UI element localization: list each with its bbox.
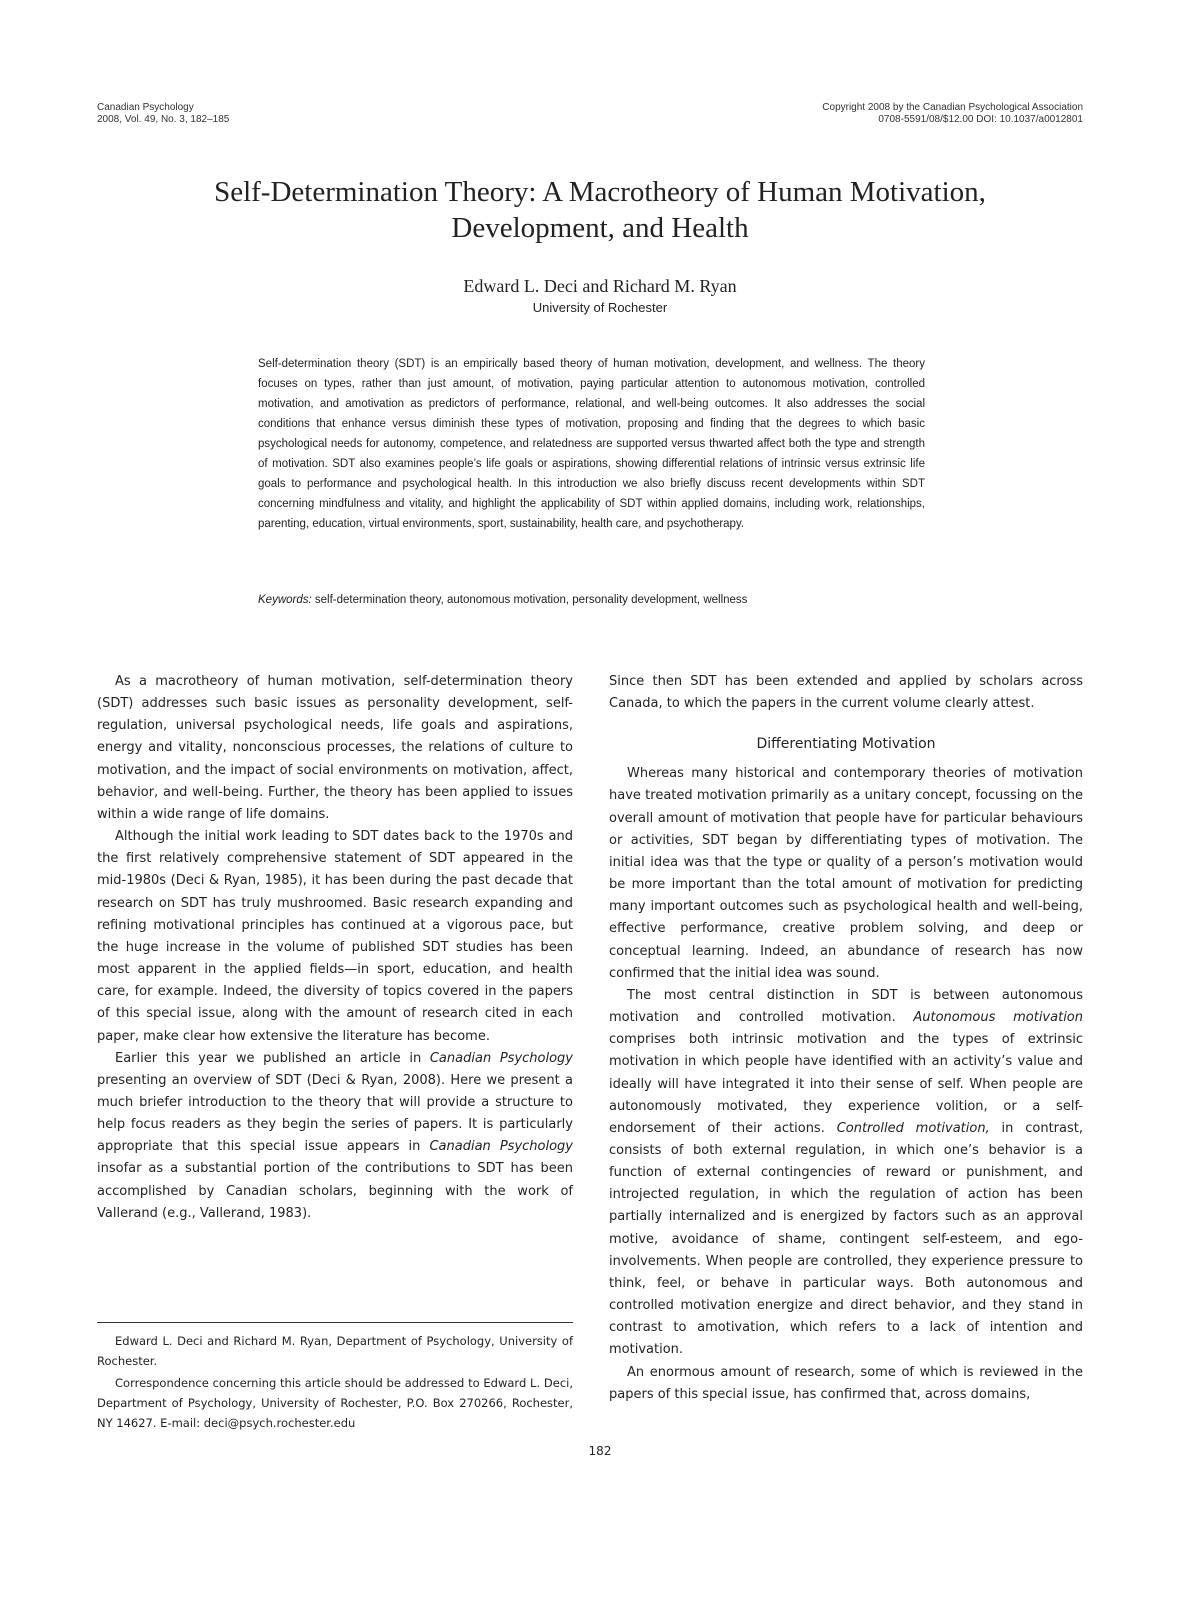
term-emphasis: Autonomous motivation — [913, 1010, 1083, 1026]
volume-info: 2008, Vol. 49, No. 3, 182–185 — [97, 114, 230, 125]
doi-line: 0708-5591/08/$12.00 DOI: 10.1037/a0012801 — [878, 114, 1083, 125]
term-emphasis: Controlled motivation, — [836, 1120, 990, 1136]
keywords-label: Keywords: — [258, 594, 312, 606]
paragraph: Since then SDT has been extended and applied by scholars across Canada, to which the papers in the current volume clearly attest. — [609, 674, 1083, 712]
keywords-text: self-determination theory, autonomous motivation, personality development, wellness — [311, 594, 748, 606]
paragraph — [609, 985, 1083, 1362]
text-run: The most central distinction in SDT is between autonomous motivation and controlled motivation. — [609, 987, 1083, 1026]
paragraph: Although the initial work leading to SDT dates back to the 1970s and the first relatively comprehensive statement of SDT appeared in the mid-1980s (Deci & Ryan, 1985), it has been during the past decade that research on SDT has truly mushroomed. Basic research expanding and refining motivational principles has continued at a vigorous pace, but the huge increase in the volume of published SDT studies has been most apparent in the applied fields—in sport, education, and health care, for example. Indeed, the diversity of topics covered in the papers of this special issue, along with the amount of research cited in each paper, make clear how extensive the literature has become. — [97, 829, 573, 1044]
paragraph — [97, 1048, 573, 1225]
journal-citation: Canadian Psychology — [429, 1050, 574, 1066]
copyright-header — [822, 102, 1083, 126]
text-run: presenting an overview of SDT (Deci & Ryan, 2008). Here we present a much briefer introduction to the theory that will provide a structure to help focus readers as they begin the series of papers. It is particularly appropriate that this special issue appears in — [97, 1072, 573, 1155]
title-line-1: Self-Determination Theory: A Macrotheory of Human Motivation, — [214, 176, 986, 208]
affiliation: University of Rochester — [532, 300, 668, 315]
journal-citation: Canadian Psychology — [429, 1139, 573, 1155]
text-run: Earlier this year we published an article in — [115, 1050, 430, 1066]
paragraph: An enormous amount of research, some of which is reviewed in the papers of this special issue, has confirmed that, across domains, — [609, 1364, 1083, 1402]
paragraph: As a macrotheory of human motivation, self-determination theory (SDT) addresses such basic issues as personality development, self-regulation, universal psychological needs, life goals and aspirations, energy and vitality, nonconscious processes, the relations of culture to motivation, and the impact of social environments on motivation, affect, behavior, and well-being. Further, the theory has been applied to issues within a wide range of life domains. — [97, 674, 573, 822]
correspondence-note: Correspondence concerning this article should be addressed to Edward L. Deci, Department of Psychology, University of Rochester, P.O. Box 270266, Rochester, NY 14627. E-mail: deci@psych.rochester.edu — [97, 1376, 573, 1430]
journal-name: Canadian Psychology — [97, 102, 194, 113]
paragraph: Whereas many historical and contemporary theories of motivation have treated motivation primarily as a unitary concept, focussing on the overall amount of motivation that people have for particular behaviours or activities, SDT began by differentiating types of motivation. The initial idea was that the type or quality of a person’s motivation would be more important than the total amount of motivation for predicting many important outcomes such as psychological health and well-being, effective performance, creative problem solving, and deep or conceptual learning. Indeed, an abundance of research has now confirmed that the initial idea was sound. — [609, 766, 1083, 981]
text-run: in contrast, consists of both external regulation, in which one’s behavior is a function of external contingencies of reward or punishment, and introjected regulation, in which the regulation of action has been partially internalized and is energized by factors such as an approval motive, avoidance of shame, contingent self-esteem, and ego-involvements. When people are controlled, they experience pressure to think, feel, or behave in particular ways. Both autonomous and controlled motivation energize and direct behavior, and they stand in contrast to amotivation, which refers to a lack of intention and motivation. — [609, 1120, 1083, 1358]
abstract: Self-determination theory (SDT) is an empirically based theory of human motivation, development, and wellness. The theory focuses on types, rather than just amount, of motivation, paying particular attention to autonomous motivation, controlled motivation, and amotivation as predictors of performance, relational, and well-being outcomes. It also addresses the social conditions that enhance versus diminish these types of motivation, proposing and finding that the degrees to which basic psychological needs for autonomy, competence, and relatedness are supported versus thwarted affect both the type and strength of motivation. SDT also examines people’s life goals or aspirations, showing differential relations of intrinsic versus extrinsic life goals to performance and psychological health. In this introduction we also briefly discuss recent developments within SDT concerning mindfulness and vitality, and highlight the applicability of SDT within applied domains, including work, relationships, parenting, education, virtual environments, sport, sustainability, health care, and psychotherapy. — [258, 358, 925, 530]
authors: Edward L. Deci and Richard M. Ryan — [463, 276, 737, 296]
text-run: insofar as a substantial portion of the contributions to SDT has been accomplished by Canadian scholars, beginning with the work of Vallerand (e.g., Vallerand, 1983). — [97, 1161, 573, 1221]
title-line-2: Development, and Health — [451, 212, 749, 244]
footnotes — [97, 1331, 573, 1435]
text-run: comprises both intrinsic motivation and the types of extrinsic motivation in which people have identified with an activity’s value and ideally will have integrated it into their sense of self. When people are autonomously motivated, they experience volition, or a self-endorsement of their actions. — [609, 1032, 1083, 1136]
page-number: 182 — [588, 1444, 612, 1458]
copyright-line: Copyright 2008 by the Canadian Psychological Association — [822, 102, 1083, 113]
keywords — [258, 594, 925, 606]
body-column-right — [609, 671, 1083, 1406]
journal-header — [97, 102, 229, 126]
author-note: Edward L. Deci and Richard M. Ryan, Department of Psychology, University of Rochester. — [97, 1334, 573, 1368]
body-column-left — [97, 671, 573, 1225]
article-title — [100, 174, 1100, 246]
section-heading: Differentiating Motivation — [756, 736, 936, 753]
footnote-divider — [97, 1322, 573, 1323]
